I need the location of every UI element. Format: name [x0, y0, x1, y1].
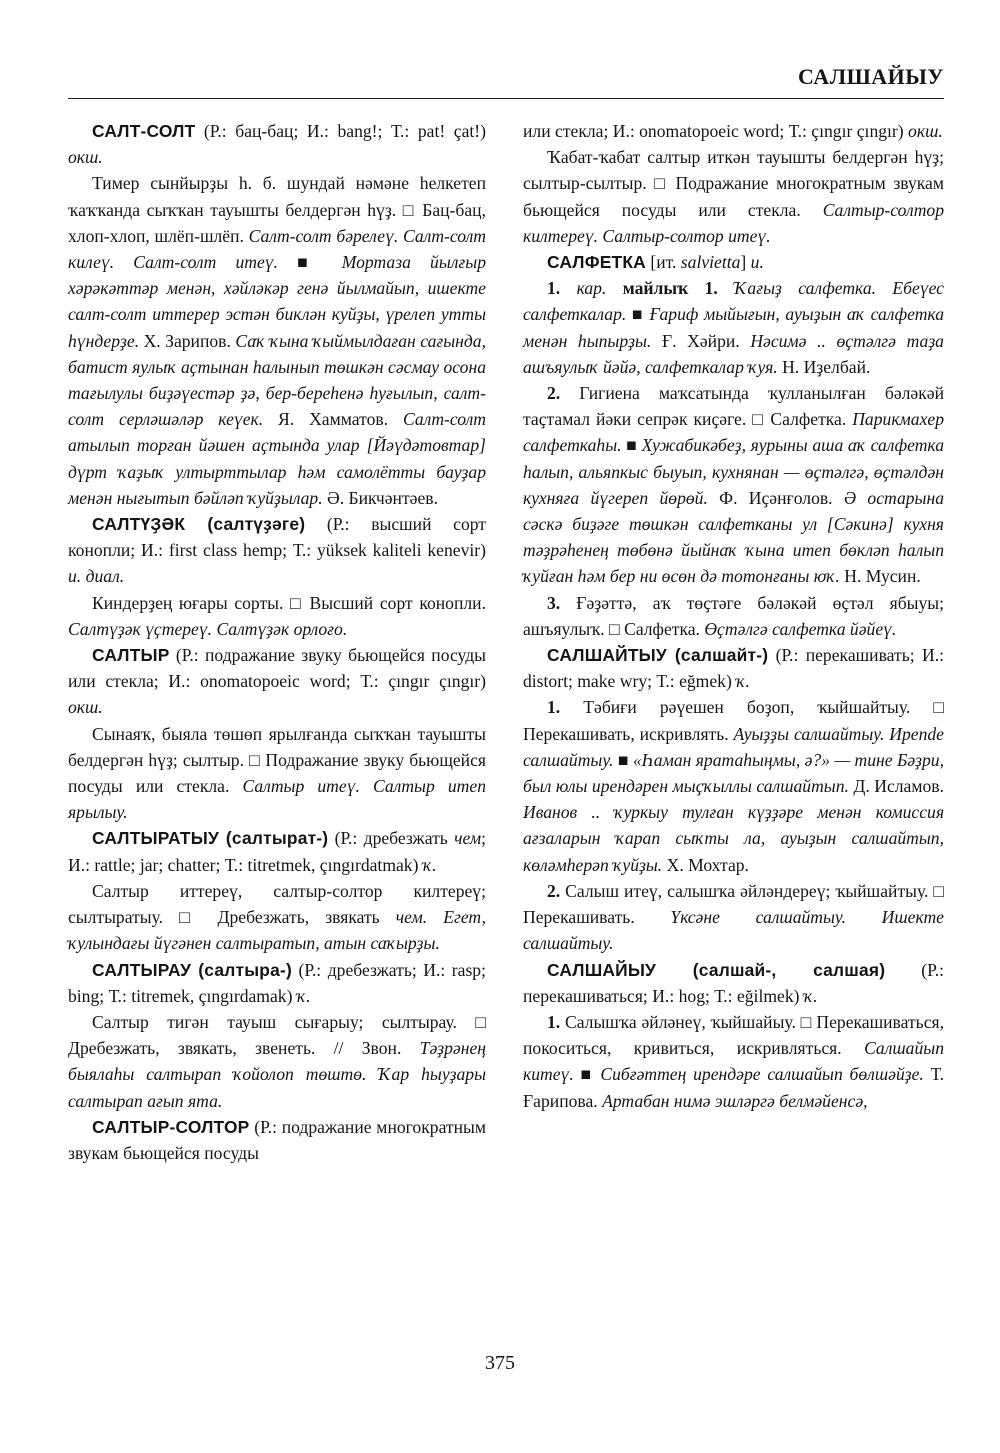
definition-paragraph: [68, 1009, 486, 1114]
definition-text: ■: [613, 749, 633, 770]
definition-text: [718, 278, 734, 298]
definition-text: Ғәҙәттә, аҡ төҫтәге бәләкәй өҫтәл ябыуы; ашъяулыҡ. □ Салфетка.: [523, 592, 944, 639]
page-number: 375: [485, 1352, 515, 1374]
dictionary-entry: [68, 1114, 486, 1166]
sense-number: 1.: [547, 697, 561, 718]
example-text: Тәҙрәнең быялаһы салтырап ҡойолоп төштө. Ҡар һыуҙары салтырап ағып ята.: [68, 1038, 486, 1111]
entry-label: ҡ.: [799, 985, 818, 1006]
sense-number: майлыҡ 1.: [606, 278, 718, 299]
entry-label: чем: [454, 828, 482, 849]
example-text: чем. Егет, ҡулындағы йүгәнен салтыратып, атын саҡырҙы.: [68, 907, 486, 954]
definition-text: Салыш итеү, салышҡа әйләндереү; ҡыйшайтыу. □ Перекашивать.: [523, 880, 944, 928]
definition-text: или стекла; И.: onomatopoeic word; Т.: çıngır çıngır): [523, 121, 909, 141]
example-text: Салтыр-солтор килтереү. Салтыр-солтор итеү.: [523, 199, 944, 246]
example-text: Ғариф мыйығын, ауыҙын аҡ салфетка менән һыпырҙы.: [523, 304, 944, 351]
definition-text: Я. Хамматов.: [263, 409, 403, 430]
dictionary-entry: [68, 511, 486, 590]
definition-paragraph: [68, 721, 486, 826]
definition-paragraph: [68, 878, 486, 957]
definition-text: Салышҡа әйләнеү, ҡыйшайыу. □ Перекашиваться, покоситься, кривиться, искривляться.: [523, 1011, 944, 1059]
sense-number: 2.: [547, 383, 561, 404]
definition-text: Гигиена маҡсатында ҡулланылған бәләкәй таҫтамал йәки сепрәк киҫәге. □ Салфетка.: [523, 383, 944, 430]
definition-paragraph: [523, 590, 944, 642]
entry-gloss: (Р.: перекашивать; И.: distort; make wry; Т.: eğmek): [523, 645, 944, 692]
entry-label: ҡ.: [292, 985, 311, 1006]
example-text: Артабан нимә эшләргә белмәйенсә,: [602, 1090, 868, 1111]
example-text: Мортаза йылғыр хәрәкәттәр менән, хәйләкәр генә йылмайып, ишекте салт-солт иттерер эстән биклән куйҙы, үрелеп утты һүндерҙе.: [68, 252, 486, 351]
entry-headword: САЛТЫР-СОЛТОР: [92, 1116, 250, 1137]
definition-text: ■: [626, 304, 650, 325]
entry-label: salvietta: [680, 252, 741, 273]
definition-text: Киндерҙең юғары сорты. □ Высший сорт конопли.: [92, 592, 486, 613]
example-text: Нәсимә .. өҫтәлгә таҙа ашъяулыҡ йәйә, салфеткалар ҡуя.: [523, 330, 944, 377]
definition-paragraph: [523, 144, 944, 249]
definition-paragraph: [68, 590, 486, 642]
entry-label: ҡ.: [731, 671, 750, 692]
definition-text: ■: [621, 435, 642, 456]
entry-gloss: (Р.: высший сорт конопли; И.: first class hemp; Т.: yüksek kaliteli kenevir): [68, 514, 486, 561]
dictionary-entry: [68, 642, 486, 721]
definition-text: Ҡабат-ҡабат салтыр иткән тауышты белдергән һүҙ; сылтыр-сылтыр. □ Подражание многократным звукам бьющейся посуды или стекла.: [523, 147, 944, 220]
definition-paragraph: [523, 878, 944, 957]
dictionary-entry: [523, 957, 944, 1009]
sense-number: 2.: [547, 880, 561, 901]
sense-number: 1.: [547, 1011, 561, 1032]
entry-label: и. диал.: [68, 566, 125, 587]
entry-gloss: (Р.: бац-бац; И.: bang!; Т.: pat! çat!): [195, 121, 486, 141]
page-header: [68, 52, 944, 99]
example-text: Үксәне салшайтыу. Ишекте салшайтыу.: [523, 907, 944, 954]
entry-gloss: (Р.: подражание звуку бьющейся посуды или стекла; И.: onomatopoeic word; Т.: çıngır çıngır): [68, 645, 486, 692]
entry-headword: САЛТЫРАТЫУ (салтырат-): [92, 828, 329, 849]
entry-gloss: (Р.: перекашиваться; И.: hog; Т.: eğilmek): [523, 959, 944, 1006]
example-text: Салт-солт атылып торған йәшен аҫтында улар [Йәүдәтовтар] дүрт ҡаҙыҡ ултырттылар һәм самолётты бауҙар менән нығытып бәйләп ҡуйҙылар.: [68, 409, 486, 508]
entry-headword: САЛТҮҘӘК (салтүҙәге): [92, 514, 306, 535]
definition-text: Тимер сынйырҙы һ. б. шундай нәмәне һелкетеп ҡаҡҡанда сыҡҡан тауышты белдергән һүҙ. □ Бац-бац, хлоп-хлоп, шлёп-шлёп.: [68, 173, 486, 246]
entry-label: окш.: [68, 697, 103, 718]
entry-gloss: [ит.: [645, 252, 681, 273]
continued-text: [523, 118, 944, 144]
definition-text: ■: [573, 1064, 601, 1085]
entry-headword: САЛТ-СОЛТ: [92, 121, 196, 141]
dictionary-entry: [523, 249, 944, 275]
example-text: Салшайып китеү.: [523, 1038, 944, 1085]
example-text: Хужабикәбеҙ, яурыны аша аҡ салфетка һалып, альяпкыс быуып, кухнянан — өҫтәлгә, өҫтәлдән кухняға йүгереп йөрөй.: [523, 435, 944, 508]
sense-number: 3.: [547, 592, 561, 613]
definition-text: Сынаяҡ, быяла төшөп ярылғанда сыҡҡан тауышты белдергән һүҙ; сылтыр. □ Подражание звуку бьющейся посуды или стекла.: [68, 723, 486, 797]
example-text: кар.: [560, 278, 607, 299]
definition-paragraph: [523, 275, 944, 380]
definition-text: Х. Мохтар.: [662, 854, 749, 875]
example-text: Саҡ ҡына ҡыймылдаған сағында, батист яулыҡ аҫтынан һалынып төшкән сәсмау осона тағылулы биҙәүестәр ҙә, бер-береһенә һуғылып, салт-солт серләшәләр кеүек.: [68, 330, 486, 430]
dictionary-entry: [68, 957, 486, 1009]
right-column: [523, 118, 944, 1114]
definition-text: Т. Ғарипова.: [523, 1064, 944, 1111]
entry-headword: САЛТЫР: [92, 645, 170, 666]
entry-label: ҡ.: [418, 854, 437, 875]
definition-text: Д. Исламов.: [848, 776, 944, 797]
entry-label: и.: [746, 252, 764, 273]
entry-headword: САЛТЫРАУ (салтыра-): [92, 959, 292, 980]
example-text: Сибғәттең ирендәре салшайып бөлшәйҙе.: [600, 1064, 924, 1085]
definition-text: Ғ. Хәйри.: [651, 330, 751, 351]
example-text: Ә остарына сәскә биҙәге төшкән салфетканы ул [Сәкинә] кухня тәҙрәһенең төбөнә йыйнаҡ ҡына итеп бөкләп һалып ҡуйған һәм бер ни өсөн дә тотонғаны юҡ.: [523, 487, 944, 587]
example-text: Парикмахер салфеткаһы.: [523, 409, 944, 456]
sense-number: 1.: [547, 278, 561, 299]
definition-text: Салтыр иттереү, салтыр-солтор килтереү; сылтыратыу. □ Дребезжать, звякать: [68, 880, 486, 928]
definition-text: Н. Мусин.: [839, 566, 921, 587]
entry-gloss: (Р.: подражание многократным звукам бьющейся посуды: [68, 1116, 486, 1163]
example-text: Салтүҙәк үҫтереү. Салтүҙәк орлоғо.: [68, 618, 348, 639]
example-text: Өҫтәлгә салфетка йәйеү.: [704, 618, 897, 639]
running-head: САЛШАЙЫУ: [798, 64, 944, 89]
definition-paragraph: [523, 694, 944, 877]
example-text: окш.: [908, 121, 943, 141]
entry-gloss: ]: [740, 252, 747, 273]
entry-headword: САЛШАЙЫУ (салшай-, салшая): [547, 959, 886, 980]
example-text: Ҡағыҙ салфетка. Ебеүес салфеткалар.: [523, 278, 944, 325]
entry-gloss: (Р.: дребезжать; И.: rasp; bing; Т.: titremek, çıngırdamak): [68, 959, 486, 1006]
definition-text: Салтыр тигән тауыш сығарыу; сылтырау. □ Дребезжать, звякать, звенеть. // Звон.: [68, 1011, 486, 1059]
dictionary-entry: [523, 642, 944, 694]
definition-text: Х. Зарипов.: [139, 330, 236, 351]
entry-gloss: ; И.: rattle; jar; chatter; Т.: titretmek, çıngırdatmak): [68, 828, 486, 875]
entry-gloss: (Р.: дребезжать: [328, 828, 455, 849]
entry-label: окш.: [68, 147, 103, 168]
entry-headword: САЛШАЙТЫУ (салшайт-): [547, 645, 769, 666]
definition-text: Ф. Иҫәнғолов.: [707, 487, 844, 508]
example-text: Салтыр итеү. Салтыр итеп ярылыу.: [68, 776, 486, 823]
definition-paragraph: [523, 1009, 944, 1114]
definition-text: ■: [277, 252, 342, 273]
definition-text: Тәбиғи рәүешен боҙоп, ҡыйшайтыу. □ Перекашивать, искривлять.: [523, 697, 944, 744]
definition-text: Ә. Бикчәнтәев.: [322, 487, 438, 508]
example-text: Салт-солт бәрелеү. Салт-солт килеү. Салт-солт итеү.: [68, 225, 486, 273]
dictionary-entry: [68, 118, 486, 170]
entry-headword: САЛФЕТКА: [547, 252, 646, 273]
definition-text: Н. Иҙелбай.: [777, 356, 871, 377]
left-column: [68, 118, 486, 1166]
example-text: «Һаман яратаһыңмы, ә?» — тине Бәҙри, был юлы ирендәрен мыҫҡыллы салшайтып.: [523, 749, 944, 797]
definition-paragraph: [68, 170, 486, 511]
dictionary-entry: [68, 825, 486, 877]
example-text: Иванов .. ҡуркыу тулған күҙҙәре менән комиссия ағзаларын ҡарап сыҡты ла, ауыҙын салшайтып, көләмһерәп ҡуйҙы.: [523, 802, 944, 875]
example-text: Ауыҙҙы салшайтыу. Ирende салшайтыу.: [523, 723, 944, 770]
definition-paragraph: [523, 380, 944, 590]
